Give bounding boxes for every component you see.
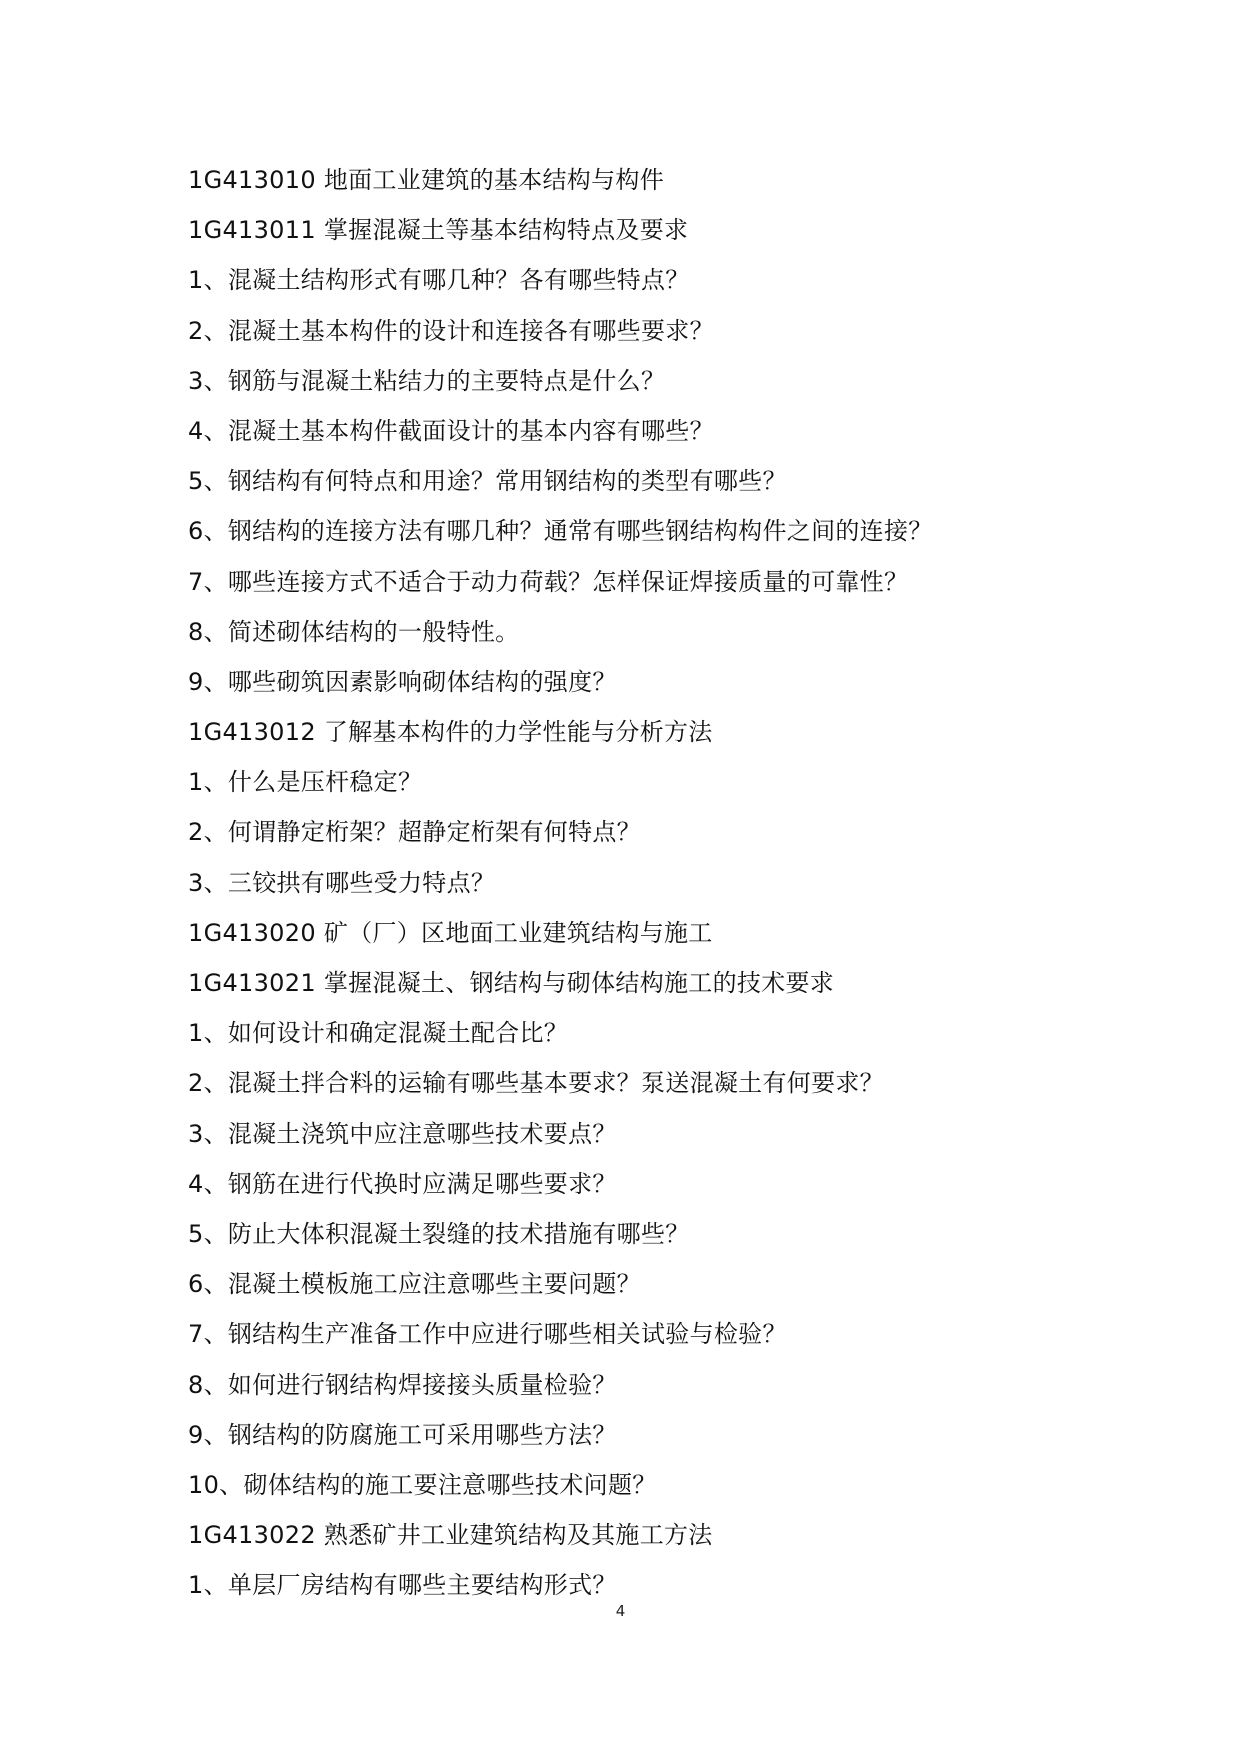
question-item: 1、如何设计和确定混凝土配合比？ [188,1019,569,1048]
question-item: 6、混凝土模板施工应注意哪些主要问题？ [188,1270,641,1299]
subsection-heading: 1G413011 掌握混凝土等基本结构特点及要求 [188,216,689,245]
question-item: 2、混凝土基本构件的设计和连接各有哪些要求？ [188,316,714,345]
subsection-heading: 1G413022 熟悉矿井工业建筑结构及其施工方法 [188,1521,713,1550]
question-item: 2、何谓静定桁架？超静定桁架有何特点？ [188,818,641,847]
question-item: 3、三铰拱有哪些受力特点？ [188,868,496,897]
question-item: 9、哪些砌筑因素影响砌体结构的强度？ [188,667,617,696]
section-heading: 1G413020 矿（厂）区地面工业建筑结构与施工 [188,918,713,947]
question-item: 7、钢结构生产准备工作中应进行哪些相关试验与检验？ [188,1320,787,1349]
question-item: 3、钢筋与混凝土粘结力的主要特点是什么？ [188,366,666,395]
page-number: 4 [615,1602,626,1620]
question-item: 7、哪些连接方式不适合于动力荷载？怎样保证焊接质量的可靠性？ [188,567,909,596]
question-item: 6、钢结构的连接方法有哪几种？通常有哪些钢结构构件之间的连接？ [188,517,933,546]
question-item: 8、简述砌体结构的一般特性。 [188,617,520,646]
section-heading: 1G413010 地面工业建筑的基本结构与构件 [188,166,665,194]
question-item: 10、砌体结构的施工要注意哪些技术问题？ [188,1470,657,1499]
question-item: 5、防止大体积混凝土裂缝的技术措施有哪些？ [188,1219,690,1248]
question-item: 9、钢结构的防腐施工可采用哪些方法？ [188,1420,617,1449]
question-item: 2、混凝土拌合料的运输有哪些基本要求？泵送混凝土有何要求？ [188,1069,884,1098]
text-body [188,160,1188,1615]
question-item: 4、钢筋在进行代换时应满足哪些要求？ [188,1169,617,1198]
question-item: 5、钢结构有何特点和用途？常用钢结构的类型有哪些？ [188,467,787,496]
question-item: 1、什么是压杆稳定？ [188,768,423,797]
question-item: 4、混凝土基本构件截面设计的基本内容有哪些？ [188,416,714,445]
question-item: 1、混凝土结构形式有哪几种？各有哪些特点？ [188,266,690,295]
question-item: 3、混凝土浇筑中应注意哪些技术要点？ [188,1119,617,1148]
question-item: 8、如何进行钢结构焊接接头质量检验？ [188,1370,617,1399]
subsection-heading: 1G413021 掌握混凝土、钢结构与砌体结构施工的技术要求 [188,969,835,997]
subsection-heading: 1G413012 了解基本构件的力学性能与分析方法 [188,718,713,747]
question-item: 1、单层厂房结构有哪些主要结构形式？ [188,1571,617,1600]
